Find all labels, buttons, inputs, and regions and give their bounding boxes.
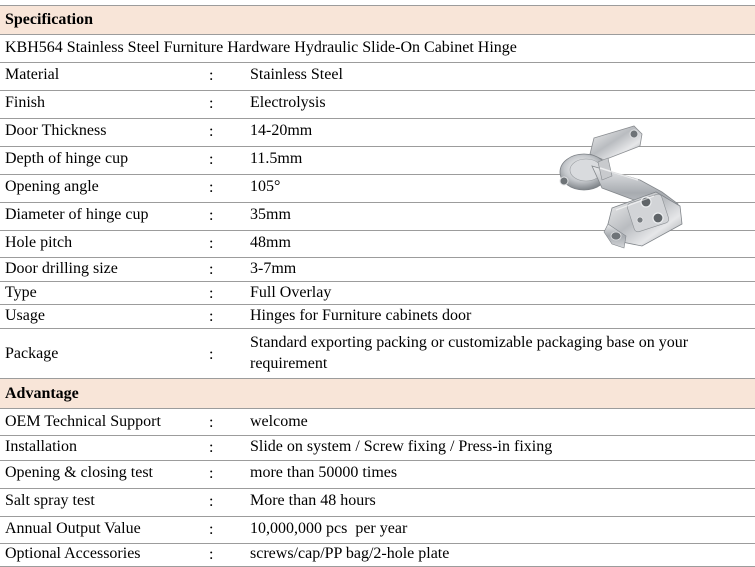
spec-value: Standard exporting packing or customizable packaging base on your requirement	[250, 334, 689, 372]
spec-value: Hinges for Furniture cabinets door	[250, 307, 472, 324]
spec-key: Finish	[5, 94, 46, 111]
colon: :	[209, 151, 214, 168]
advantage-value: welcome	[250, 413, 308, 430]
colon: :	[209, 414, 214, 431]
section-header-advantage	[0, 378, 755, 408]
spec-value: 48mm	[250, 234, 291, 251]
spec-key: Material	[5, 66, 60, 83]
advantage-key: Opening & closing test	[5, 464, 153, 481]
colon: :	[209, 261, 214, 278]
spec-row	[0, 281, 755, 304]
spec-key: Diameter of hinge cup	[5, 206, 149, 223]
spec-value: 105°	[250, 178, 281, 195]
colon: :	[209, 179, 214, 196]
spec-key: Type	[5, 284, 37, 301]
spec-value: Stainless Steel	[250, 66, 343, 83]
advantage-row	[0, 543, 755, 566]
spec-key: Opening angle	[5, 178, 99, 195]
spec-key: Depth of hinge cup	[5, 150, 129, 167]
spec-key: Door drilling size	[5, 260, 118, 277]
section-title: Advantage	[5, 385, 79, 402]
advantage-value: Slide on system / Screw fixing / Press-in fixing	[250, 438, 553, 455]
spec-value: 14-20mm	[250, 122, 313, 139]
colon: :	[209, 285, 214, 302]
colon: :	[209, 465, 214, 482]
spec-key: Package	[5, 345, 59, 362]
spec-row	[0, 90, 755, 118]
spec-value: Electrolysis	[250, 94, 326, 111]
section-header-specification	[0, 5, 755, 34]
advantage-key: Annual Output Value	[5, 520, 141, 537]
advantage-row	[0, 435, 755, 460]
advantage-row	[0, 460, 755, 488]
colon: :	[209, 546, 214, 563]
colon: :	[209, 67, 214, 84]
advantage-key: Salt spray test	[5, 492, 95, 509]
colon: :	[209, 95, 214, 112]
cabinet-hinge-photo	[542, 120, 702, 275]
colon: :	[209, 123, 214, 140]
colon: :	[209, 235, 214, 252]
advantage-value: 10,000,000 pcs per year	[250, 520, 408, 537]
advantage-value: screws/cap/PP bag/2-hole plate	[250, 545, 450, 562]
spec-key: Usage	[5, 307, 45, 324]
colon: :	[209, 521, 214, 538]
colon: :	[209, 308, 214, 325]
spec-value: 11.5mm	[250, 150, 303, 167]
section-title: Specification	[5, 11, 93, 28]
spec-row	[0, 304, 755, 328]
spec-row	[0, 328, 755, 378]
product-title: KBH564 Stainless Steel Furniture Hardware Hydraulic Slide-On Cabinet Hinge	[5, 39, 517, 56]
advantage-key: OEM Technical Support	[5, 413, 161, 430]
spec-value: Full Overlay	[250, 284, 332, 301]
colon: :	[209, 493, 214, 510]
product-title-row	[0, 34, 755, 62]
spec-value: 35mm	[250, 206, 291, 223]
spec-key: Hole pitch	[5, 234, 73, 251]
colon: :	[209, 207, 214, 224]
advantage-row	[0, 408, 755, 435]
advantage-row	[0, 488, 755, 516]
spec-value: 3-7mm	[250, 260, 297, 277]
advantage-key: Installation	[5, 438, 77, 455]
advantage-row	[0, 516, 755, 543]
colon: :	[209, 439, 214, 456]
colon: :	[209, 346, 214, 363]
spec-row	[0, 62, 755, 90]
advantage-key: Optional Accessories	[5, 545, 141, 562]
advantage-value: more than 50000 times	[250, 464, 398, 481]
spec-key: Door Thickness	[5, 122, 107, 139]
advantage-value: More than 48 hours	[250, 492, 376, 509]
